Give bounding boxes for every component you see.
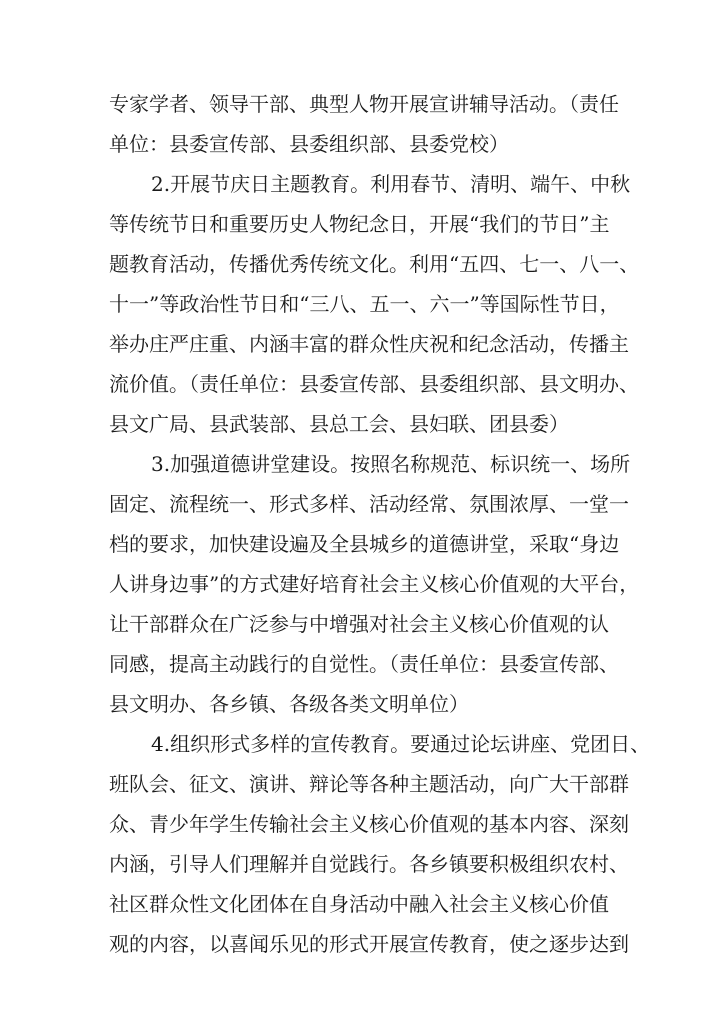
text-line: 同感，提高主动践行的自觉性。（责任单位：县委宣传部、 xyxy=(109,652,619,676)
text-line: 举办庄严庄重、内涵丰富的群众性庆祝和纪念活动，传播主 xyxy=(109,332,629,356)
text-line: 固定、流程统一、形式多样、活动经常、氛围浓厚、一堂一 xyxy=(109,492,629,516)
text-line: 等传统节日和重要历史人物纪念日，开展“我们的节日”主 xyxy=(109,212,610,236)
text-line: 众、青少年学生传输社会主义核心价值观的基本内容、深刻 xyxy=(109,812,629,836)
text-line: 让干部群众在广泛参与中增强对社会主义核心价值观的认 xyxy=(109,612,609,636)
section-3-heading-line: 3.加强道德讲堂建设。按照名称规范、标识统一、场所 xyxy=(151,452,631,476)
text-line: 流价值。（责任单位：县委宣传部、县委组织部、县文明办、 xyxy=(109,372,639,396)
text-line: 内涵，引导人们理解并自觉践行。各乡镇要积极组织农村、 xyxy=(109,852,629,876)
text-line: 班队会、征文、演讲、辩论等各种主题活动，向广大干部群 xyxy=(109,772,629,796)
text-line: 县文明办、各乡镇、各级各类文明单位） xyxy=(109,692,469,716)
section-4-heading-line: 4.组织形式多样的宣传教育。要通过论坛讲座、党团日、 xyxy=(151,732,651,756)
text-line: 县文广局、县武装部、县总工会、县妇联、团县委） xyxy=(109,412,569,436)
text-line: 题教育活动，传播优秀传统文化。利用“五四、七一、八一、 xyxy=(109,252,640,276)
text-line: 十一”等政治性节日和“三八、五一、六一”等国际性节日， xyxy=(109,292,620,316)
text-line: 人讲身边事”的方式建好培育社会主义核心价值观的大平台， xyxy=(109,572,640,596)
document-body xyxy=(109,84,651,964)
text-line: 社区群众性文化团体在自身活动中融入社会主义核心价值 xyxy=(109,892,609,916)
text-line: 单位：县委宣传部、县委组织部、县委党校） xyxy=(109,132,509,156)
text-line: 观的内容，以喜闻乐见的形式开展宣传教育，使之逐步达到 xyxy=(109,932,629,956)
text-line: 档的要求，加快建设遍及全县城乡的道德讲堂，采取“身边 xyxy=(109,532,620,556)
text-line: 专家学者、领导干部、典型人物开展宣讲辅导活动。（责任 xyxy=(109,92,619,116)
section-2-heading-line: 2.开展节庆日主题教育。利用春节、清明、端午、中秋 xyxy=(151,172,631,196)
